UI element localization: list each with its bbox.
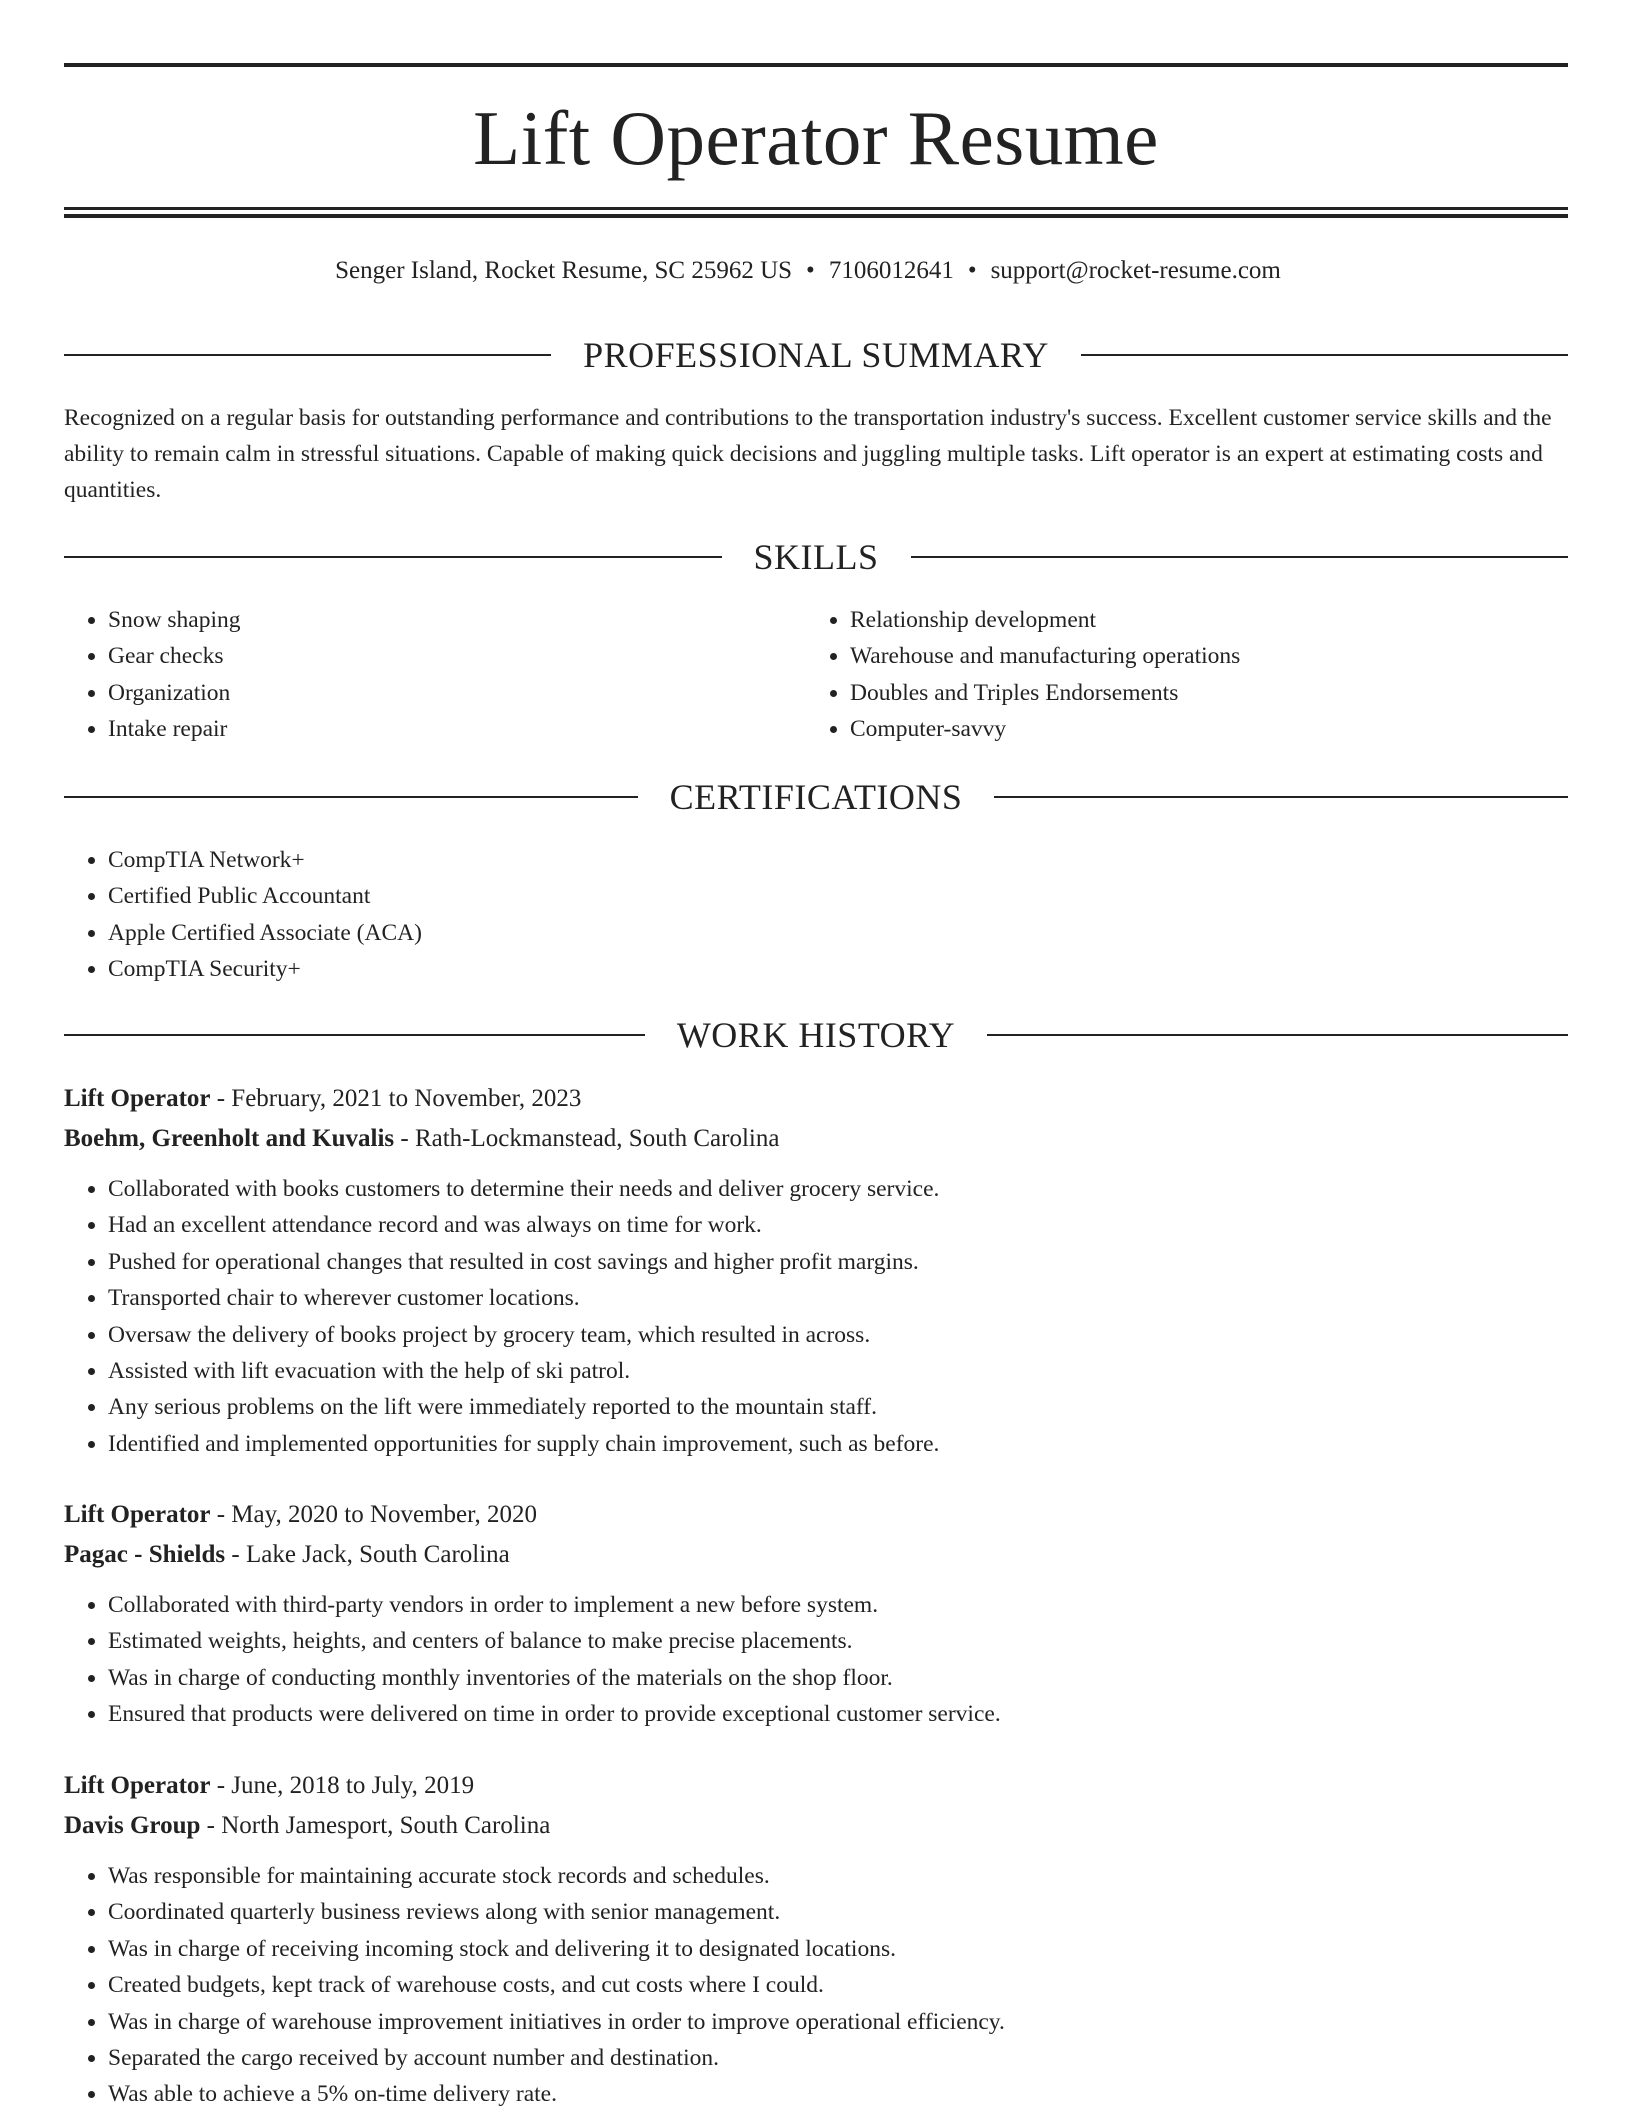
job-duty: • Was responsible for maintaining accurate stock records and schedules. [108,1858,1568,1894]
job-title: Lift Operator [64,1085,211,1112]
job-duty: • Was in charge of conducting monthly inventories of the materials on the shop floor. [108,1660,1568,1696]
job-company-line [64,1535,1568,1575]
resume-title: Lift Operator Resume [473,95,1159,181]
job-duties [64,1858,1568,2113]
job-dates: - February, 2021 to November, 2023 [210,1085,582,1112]
heading-rule [987,1034,1568,1036]
job-duty: • Transported chair to wherever customer locations. [108,1280,1568,1316]
job-duty: • Pushed for operational changes that resulted in cost savings and higher profit margins. [108,1244,1568,1280]
skill-item: • Snow shaping [108,602,764,638]
job-company-line [64,1806,1568,1846]
skills-column-left [64,602,764,748]
job-title: Lift Operator [64,1772,211,1799]
skills-section-heading [64,535,1568,579]
job-duty: • Was able to achieve a 5% on-time delivery rate. [108,2076,1568,2112]
skill-item: • Computer-savvy [850,711,1506,747]
title-rule-lower [64,214,1568,218]
job-duties [64,1587,1568,1733]
certifications-list [64,842,1568,988]
heading-rule [64,1034,645,1036]
title-rule-upper [64,207,1568,210]
certification-item: • CompTIA Security+ [108,951,1568,987]
job-company: Boehm, Greenholt and Kuvalis [64,1125,395,1152]
job-title: Lift Operator [64,1501,211,1528]
heading-rule [1081,354,1568,356]
top-rule [64,63,1568,67]
work-section-heading [64,1013,1568,1057]
contact-address: Senger Island, Rocket Resume, SC 25962 US [335,257,793,284]
skill-item: • Relationship development [850,602,1506,638]
skill-item: • Gear checks [108,638,764,674]
summary-heading-label: PROFESSIONAL SUMMARY [583,335,1049,375]
job-location: - Rath-Lockmanstead, South Carolina [394,1125,780,1152]
heading-rule [911,556,1569,558]
job-dates: - June, 2018 to July, 2019 [210,1772,475,1799]
job-duty: • Coordinated quarterly business reviews along with senior management. [108,1894,1568,1930]
summary-text: Recognized on a regular basis for outstanding performance and contributions to the transportation industry's success. Excellent customer service skills and the ability to remain calm in stressful situations. Capable of making quick decisions and juggling multiple tasks. Lift operator is an expert at estimating costs and quantities. [64,405,1552,503]
job-location: - North Jamesport, South Carolina [200,1812,551,1839]
job-company-line [64,1119,1568,1159]
contact-separator: • [806,257,815,284]
certifications-heading-label: CERTIFICATIONS [669,777,963,817]
certification-item: • Certified Public Accountant [108,878,1568,914]
job-duty: • Ensured that products were delivered on time in order to provide exceptional customer service. [108,1696,1568,1732]
heading-rule [64,354,551,356]
job-duty: • Had an excellent attendance record and was always on time for work. [108,1207,1568,1243]
skill-item: • Organization [108,675,764,711]
contact-line [0,254,1616,288]
certification-item: • CompTIA Network+ [108,842,1568,878]
job-dates: - May, 2020 to November, 2020 [210,1501,537,1528]
skills-heading-label: SKILLS [753,537,879,577]
job-duty: • Created budgets, kept track of warehouse costs, and cut costs where I could. [108,1967,1568,2003]
job-duty: • Identified and implemented opportunities for supply chain improvement, such as before. [108,1426,1568,1462]
job-entry [64,1766,1568,2113]
skill-item: • Doubles and Triples Endorsements [850,675,1506,711]
skill-item: • Warehouse and manufacturing operations [850,638,1506,674]
job-duty: • Was in charge of receiving incoming stock and delivering it to designated locations. [108,1931,1568,1967]
job-duty: • Was in charge of warehouse improvement initiatives in order to improve operational efficiency. [108,2004,1568,2040]
contact-email: support@rocket-resume.com [990,257,1281,284]
job-duty: • Assisted with lift evacuation with the help of ski patrol. [108,1353,1568,1389]
job-duty: • Collaborated with books customers to determine their needs and deliver grocery service. [108,1171,1568,1207]
job-title-line [64,1766,1568,1806]
contact-separator: • [967,257,977,284]
job-entry [64,1079,1568,1462]
heading-rule [64,796,638,798]
certification-item: • Apple Certified Associate (ACA) [108,915,1568,951]
job-duty: • Any serious problems on the lift were immediately reported to the mountain staff. [108,1389,1568,1425]
contact-phone: 7106012641 [828,257,954,284]
job-company: Pagac - Shields [64,1541,226,1568]
work-heading-label: WORK HISTORY [676,1015,956,1055]
job-duty: • Collaborated with third-party vendors in order to implement a new before system. [108,1587,1568,1623]
job-duties [64,1171,1568,1462]
heading-rule [64,556,722,558]
job-location: - Lake Jack, South Carolina [225,1541,510,1568]
certifications-section-heading [64,775,1568,819]
skill-item: • Intake repair [108,711,764,747]
job-title-line [64,1495,1568,1535]
job-title-line [64,1079,1568,1119]
job-duty: • Estimated weights, heights, and centers of balance to make precise placements. [108,1623,1568,1659]
skills-column-right [806,602,1506,748]
job-entry [64,1495,1568,1733]
job-duty: • Separated the cargo received by account number and destination. [108,2040,1568,2076]
summary-section-heading [64,333,1568,377]
job-company: Davis Group [64,1812,201,1839]
heading-rule [994,796,1568,798]
job-duty: • Oversaw the delivery of books project by grocery team, which resulted in across. [108,1317,1568,1353]
